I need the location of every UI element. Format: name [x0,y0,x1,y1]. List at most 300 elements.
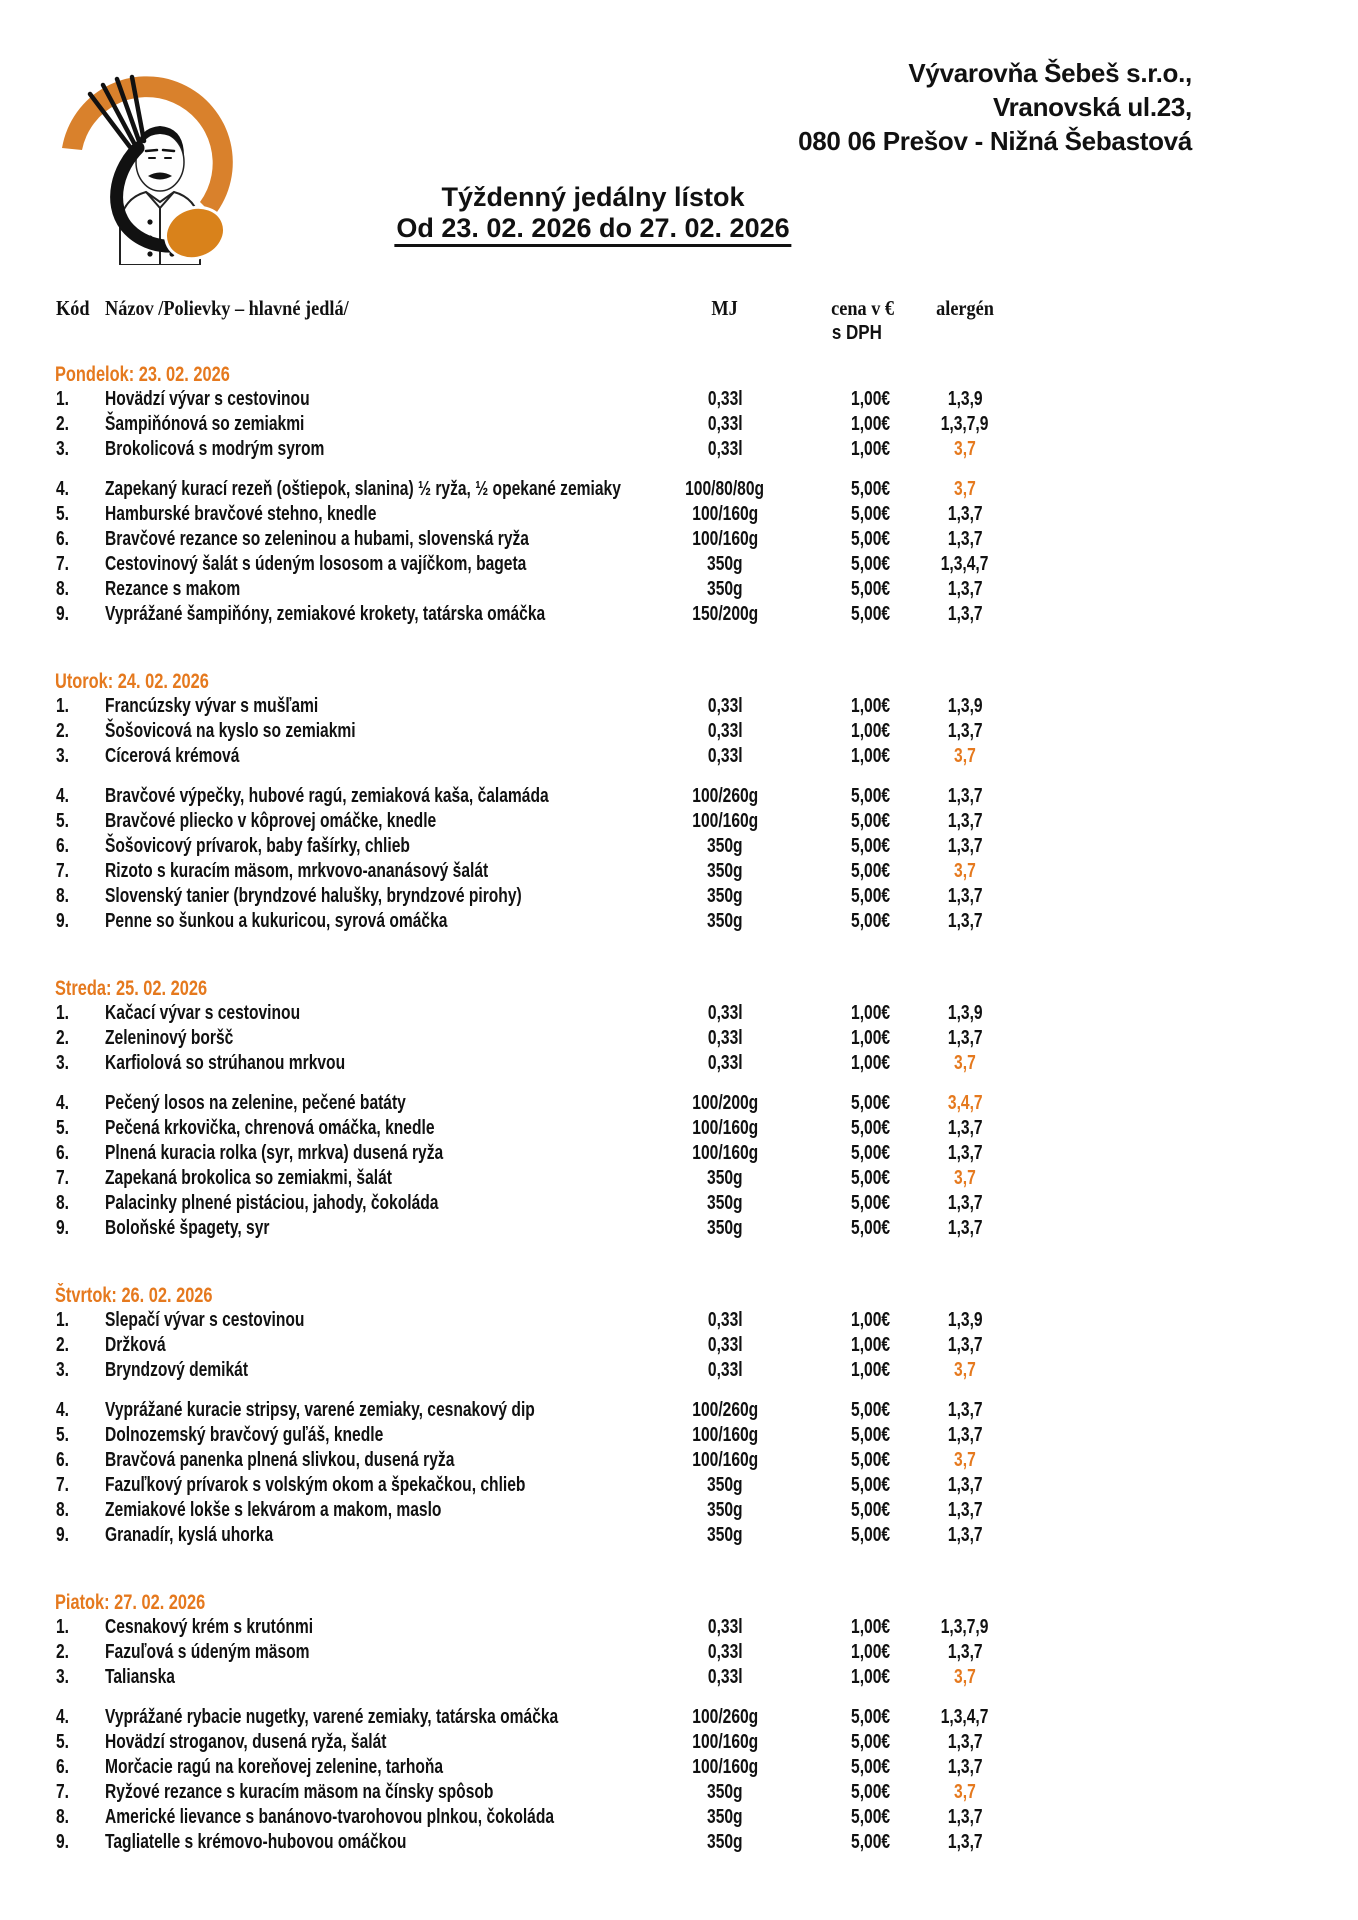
item-name: Hamburské bravčové stehno, knedle [105,503,377,525]
item-name: Slovenský tanier (bryndzové halušky, bryndzové pirohy) [105,885,522,907]
item-price: 5,00€ [850,1167,890,1189]
document-title [394,182,791,247]
item-code: 2. [56,720,70,742]
item-mj: 100/160g [692,528,758,550]
item-name: Morčacie ragú na koreňovej zelenine, tarhoňa [105,1756,444,1778]
header-mj: MJ [711,296,739,320]
item-mj: 0,33l [707,1641,743,1663]
header-name: Názov /Polievky – hlavné jedlá/ [105,296,349,320]
item-mj: 0,33l [707,745,743,767]
item-mj: 350g [707,1192,743,1214]
item-mj: 350g [707,1217,743,1239]
item-code: 5. [56,503,70,525]
item-code: 5. [56,1117,70,1139]
item-code: 4. [56,478,70,500]
item-name: Karfiolová so strúhanou mrkvou [105,1052,346,1074]
item-name: Ryžové rezance s kuracím mäsom na čínsky spôsob [105,1781,494,1803]
item-name: Vyprážané kuracie stripsy, varené zemiaky, cesnakový dip [105,1399,535,1421]
item-allergen: 3,7 [954,1167,976,1189]
menu-row [55,1523,1040,1548]
item-mj: 350g [707,1474,743,1496]
main-rows [55,1398,1040,1548]
item-price: 1,00€ [850,1027,890,1049]
item-mj: 350g [707,1499,743,1521]
item-price: 5,00€ [850,885,890,907]
item-price: 5,00€ [850,1117,890,1139]
item-allergen: 1,3,7,9 [941,1616,989,1638]
item-code: 1. [56,1309,70,1331]
item-name: Hovädzí stroganov, dusená ryža, šalát [105,1731,387,1753]
item-price: 1,00€ [850,1641,890,1663]
item-price: 5,00€ [850,1706,890,1728]
item-allergen: 3,7 [954,1666,976,1688]
menu-row [55,387,1040,412]
item-mj: 100/200g [692,1092,758,1114]
item-code: 1. [56,1616,70,1638]
item-allergen: 1,3,7 [947,810,983,832]
item-allergen: 1,3,7 [947,835,983,857]
main-rows [55,784,1040,934]
main-rows [55,477,1040,627]
item-mj: 350g [707,1524,743,1546]
item-code: 6. [56,528,70,550]
item-price: 5,00€ [850,1524,890,1546]
item-allergen: 3,7 [954,1449,976,1471]
item-price: 5,00€ [850,478,890,500]
menu-row [55,1730,1040,1755]
item-price: 5,00€ [850,1424,890,1446]
item-allergen: 1,3,7 [947,1142,983,1164]
menu-row [55,1216,1040,1241]
item-code: 1. [56,1002,70,1024]
item-price: 1,00€ [850,695,890,717]
item-mj: 350g [707,1167,743,1189]
item-allergen: 1,3,7,9 [941,413,989,435]
item-mj: 350g [707,885,743,907]
item-allergen: 1,3,7 [947,1756,983,1778]
item-name: Hovädzí vývar s cestovinou [105,388,310,410]
item-code: 4. [56,1092,70,1114]
item-allergen: 1,3,4,7 [941,553,989,575]
item-price: 5,00€ [850,553,890,575]
item-name: Cesnakový krém s krutónmi [105,1616,314,1638]
day-header: Piatok: 27. 02. 2026 [55,1591,206,1614]
item-price: 5,00€ [850,503,890,525]
item-price: 5,00€ [850,528,890,550]
item-name: Bravčové výpečky, hubové ragú, zemiaková kaša, čalamáda [105,785,549,807]
item-price: 1,00€ [850,1666,890,1688]
menu-row [55,527,1040,552]
item-mj: 350g [707,835,743,857]
item-code: 4. [56,1706,70,1728]
item-name: Pečená krkovička, chrenová omáčka, knedle [105,1117,435,1139]
menu-days [55,362,1040,1855]
item-price: 5,00€ [850,910,890,932]
item-code: 7. [56,1781,70,1803]
main-rows [55,1091,1040,1241]
item-allergen: 3,7 [954,745,976,767]
item-code: 4. [56,1399,70,1421]
item-mj: 100/160g [692,1142,758,1164]
day-section [55,362,1040,627]
menu-row [55,784,1040,809]
item-mj: 0,33l [707,1052,743,1074]
item-mj: 350g [707,578,743,600]
item-code: 2. [56,1334,70,1356]
item-mj: 100/260g [692,785,758,807]
item-allergen: 3,7 [954,1052,976,1074]
item-code: 9. [56,603,70,625]
item-allergen: 1,3,7 [947,1217,983,1239]
item-mj: 0,33l [707,1309,743,1331]
menu-row [55,719,1040,744]
item-price: 5,00€ [850,1756,890,1778]
company-name: Vývarovňa Šebeš s.r.o., [908,58,1192,88]
menu-row [55,437,1040,462]
item-allergen: 3,7 [954,1781,976,1803]
item-mj: 0,33l [707,1002,743,1024]
item-name: Talianska [105,1666,175,1688]
item-code: 7. [56,1474,70,1496]
item-allergen: 3,7 [954,478,976,500]
item-price: 1,00€ [850,1359,890,1381]
item-name: Pečený losos na zelenine, pečené batáty [105,1092,406,1114]
item-allergen: 1,3,7 [947,1192,983,1214]
item-name: Kačací vývar s cestovinou [105,1002,301,1024]
item-name: Americké lievance s banánovo-tvarohovou plnkou, čokoláda [105,1806,555,1828]
item-allergen: 1,3,7 [947,720,983,742]
item-name: Cícerová krémová [105,745,240,767]
table-header [55,296,1040,346]
item-code: 5. [56,1731,70,1753]
menu-row [55,1141,1040,1166]
item-price: 5,00€ [850,1781,890,1803]
company-address [798,56,1192,158]
item-name: Šošovicový prívarok, baby fašírky, chlieb [105,835,410,857]
item-price: 1,00€ [850,745,890,767]
item-price: 5,00€ [850,1399,890,1421]
company-city: 080 06 Prešov - Nižná Šebastová [798,126,1192,156]
item-price: 1,00€ [850,388,890,410]
menu-row [55,1805,1040,1830]
menu-row [55,1830,1040,1855]
item-price: 5,00€ [850,1474,890,1496]
item-code: 7. [56,1167,70,1189]
menu-row [55,744,1040,769]
item-code: 9. [56,1831,70,1853]
item-allergen: 1,3,7 [947,1641,983,1663]
item-allergen: 3,7 [954,860,976,882]
item-name: Rizoto s kuracím mäsom, mrkvovo-ananásový šalát [105,860,489,882]
item-price: 5,00€ [850,1142,890,1164]
item-price: 1,00€ [850,720,890,742]
item-price: 1,00€ [850,1334,890,1356]
header-price: cena v € s DPH [831,296,894,344]
day-section [55,669,1040,934]
soup-rows [55,1308,1040,1383]
menu-date-range: Od 23. 02. 2026 do 27. 02. 2026 [394,213,791,247]
menu-row [55,1665,1040,1690]
item-mj: 350g [707,1831,743,1853]
item-name: Boloňské špagety, syr [105,1217,270,1239]
item-name: Plnená kuracia rolka (syr, mrkva) dusená ryža [105,1142,444,1164]
item-name: Penne so šunkou a kukuricou, syrová omáčka [105,910,448,932]
item-name: Vyprážané rybacie nugetky, varené zemiaky, tatárska omáčka [105,1706,559,1728]
menu-row [55,1308,1040,1333]
menu-row [55,602,1040,627]
item-allergen: 1,3,7 [947,528,983,550]
item-mj: 100/160g [692,1756,758,1778]
menu-row [55,1498,1040,1523]
item-allergen: 1,3,7 [947,1831,983,1853]
item-allergen: 1,3,9 [947,1309,983,1331]
item-mj: 100/160g [692,1424,758,1446]
item-allergen: 1,3,7 [947,1424,983,1446]
item-name: Zemiakové lokše s lekvárom a makom, maslo [105,1499,442,1521]
menu-row [55,412,1040,437]
item-code: 1. [56,388,70,410]
menu-row [55,1333,1040,1358]
item-allergen: 1,3,7 [947,1334,983,1356]
day-header: Štvrtok: 26. 02. 2026 [55,1284,213,1307]
item-allergen: 1,3,7 [947,1806,983,1828]
item-allergen: 3,4,7 [947,1092,983,1114]
item-mj: 0,33l [707,388,743,410]
item-mj: 0,33l [707,695,743,717]
item-code: 9. [56,910,70,932]
menu-row [55,1001,1040,1026]
item-name: Cestovinový šalát s údeným lososom a vajíčkom, bageta [105,553,527,575]
item-price: 5,00€ [850,860,890,882]
item-code: 8. [56,885,70,907]
item-price: 5,00€ [850,1217,890,1239]
item-code: 6. [56,1756,70,1778]
item-mj: 0,33l [707,413,743,435]
item-name: Zeleninový boršč [105,1027,234,1049]
item-name: Šampiňónová so zemiakmi [105,413,305,435]
item-price: 5,00€ [850,1092,890,1114]
item-code: 3. [56,1359,70,1381]
menu-row [55,1166,1040,1191]
item-price: 5,00€ [850,603,890,625]
item-allergen: 1,3,7 [947,503,983,525]
item-allergen: 1,3,7 [947,1499,983,1521]
item-allergen: 1,3,7 [947,910,983,932]
item-mj: 100/160g [692,1117,758,1139]
menu-row [55,1358,1040,1383]
item-mj: 100/160g [692,810,758,832]
item-allergen: 1,3,9 [947,388,983,410]
item-code: 3. [56,1052,70,1074]
item-name: Zapekaný kurací rezeň (oštiepok, slanina) ½ ryža, ½ opekané zemiaky [105,478,621,500]
item-code: 2. [56,1027,70,1049]
item-mj: 0,33l [707,438,743,460]
item-code: 9. [56,1524,70,1546]
item-name: Dolnozemský bravčový guľáš, knedle [105,1424,384,1446]
item-name: Brokolicová s modrým syrom [105,438,325,460]
item-allergen: 1,3,7 [947,1731,983,1753]
menu-row [55,859,1040,884]
header-code: Kód [56,296,90,320]
item-price: 5,00€ [850,1499,890,1521]
menu-title: Týždenný jedálny lístok [441,182,745,212]
item-name: Francúzsky vývar s mušľami [105,695,319,717]
item-mj: 150/200g [692,603,758,625]
main-rows [55,1705,1040,1855]
menu-row [55,1051,1040,1076]
soup-rows [55,694,1040,769]
item-name: Šošovicová na kyslo so zemiakmi [105,720,356,742]
item-name: Fazuľkový prívarok s volským okom a špekačkou, chlieb [105,1474,526,1496]
item-name: Bryndzový demikát [105,1359,249,1381]
menu-row [55,552,1040,577]
menu-row [55,884,1040,909]
menu-row [55,1615,1040,1640]
item-code: 8. [56,1499,70,1521]
menu-table [55,296,1040,1855]
item-price: 1,00€ [850,1309,890,1331]
menu-row [55,1026,1040,1051]
item-mj: 350g [707,1781,743,1803]
item-code: 2. [56,413,70,435]
menu-row [55,1448,1040,1473]
item-name: Bravčové pliecko v kôprovej omáčke, knedle [105,810,437,832]
item-code: 6. [56,1449,70,1471]
menu-row [55,502,1040,527]
menu-row [55,694,1040,719]
item-name: Bravčové rezance so zeleninou a hubami, slovenská ryža [105,528,529,550]
menu-row [55,1780,1040,1805]
item-mj: 350g [707,910,743,932]
item-code: 6. [56,1142,70,1164]
item-code: 5. [56,810,70,832]
item-allergen: 1,3,7 [947,1524,983,1546]
item-name: Fazuľová s údeným mäsom [105,1641,310,1663]
item-code: 8. [56,578,70,600]
item-price: 5,00€ [850,1806,890,1828]
item-price: 1,00€ [850,1616,890,1638]
soup-rows [55,1615,1040,1690]
logo-arc-text: Vývarovňa Šebeš [69,51,217,103]
item-mj: 0,33l [707,720,743,742]
soup-rows [55,1001,1040,1076]
soup-rows [55,387,1040,462]
item-allergen: 1,3,7 [947,1474,983,1496]
item-code: 7. [56,553,70,575]
menu-row [55,1640,1040,1665]
menu-row [55,1755,1040,1780]
item-mj: 100/260g [692,1399,758,1421]
menu-row [55,1191,1040,1216]
menu-row [55,909,1040,934]
item-allergen: 1,3,7 [947,785,983,807]
header-allergen: alergén [936,296,994,320]
menu-row [55,1473,1040,1498]
menu-row [55,1398,1040,1423]
item-price: 5,00€ [850,835,890,857]
item-price: 5,00€ [850,1449,890,1471]
item-mj: 0,33l [707,1359,743,1381]
day-header: Utorok: 24. 02. 2026 [55,670,209,693]
item-code: 2. [56,1641,70,1663]
item-price: 1,00€ [850,1052,890,1074]
item-allergen: 1,3,4,7 [941,1706,989,1728]
item-code: 6. [56,835,70,857]
menu-row [55,1705,1040,1730]
item-code: 8. [56,1192,70,1214]
item-code: 3. [56,1666,70,1688]
item-price: 1,00€ [850,438,890,460]
item-price: 5,00€ [850,578,890,600]
item-mj: 100/160g [692,1449,758,1471]
item-price: 5,00€ [850,1831,890,1853]
day-header: Pondelok: 23. 02. 2026 [55,363,230,386]
item-allergen: 1,3,7 [947,578,983,600]
item-name: Palacinky plnené pistáciou, jahody, čokoláda [105,1192,439,1214]
item-mj: 100/260g [692,1706,758,1728]
item-code: 9. [56,1217,70,1239]
company-logo [54,50,236,265]
item-mj: 0,33l [707,1027,743,1049]
item-allergen: 1,3,9 [947,1002,983,1024]
item-mj: 0,33l [707,1334,743,1356]
item-name: Rezance s makom [105,578,241,600]
menu-row [55,1423,1040,1448]
item-name: Držková [105,1334,166,1356]
item-name: Granadír, kyslá uhorka [105,1524,274,1546]
item-allergen: 1,3,7 [947,603,983,625]
item-code: 3. [56,438,70,460]
item-mj: 100/160g [692,1731,758,1753]
item-allergen: 3,7 [954,438,976,460]
company-street: Vranovská ul.23, [993,92,1192,122]
item-name: Slepačí vývar s cestovinou [105,1309,305,1331]
item-code: 1. [56,695,70,717]
item-code: 3. [56,745,70,767]
item-mj: 100/160g [692,503,758,525]
item-code: 4. [56,785,70,807]
item-mj: 350g [707,553,743,575]
item-name: Bravčová panenka plnená slivkou, dusená ryža [105,1449,455,1471]
item-mj: 100/80/80g [685,478,765,500]
item-allergen: 1,3,7 [947,885,983,907]
menu-row [55,477,1040,502]
item-name: Zapekaná brokolica so zemiakmi, šalát [105,1167,393,1189]
item-allergen: 1,3,9 [947,695,983,717]
item-mj: 350g [707,1806,743,1828]
menu-row [55,834,1040,859]
item-price: 1,00€ [850,413,890,435]
item-price: 5,00€ [850,810,890,832]
menu-row [55,1091,1040,1116]
day-section [55,1590,1040,1855]
item-price: 5,00€ [850,1731,890,1753]
item-allergen: 3,7 [954,1359,976,1381]
item-allergen: 1,3,7 [947,1027,983,1049]
item-name: Tagliatelle s krémovo-hubovou omáčkou [105,1831,407,1853]
day-section [55,976,1040,1241]
menu-row [55,809,1040,834]
item-allergen: 1,3,7 [947,1117,983,1139]
item-allergen: 1,3,7 [947,1399,983,1421]
item-mj: 0,33l [707,1666,743,1688]
item-name: Vyprážané šampiňóny, zemiakové krokety, tatárska omáčka [105,603,546,625]
day-header: Streda: 25. 02. 2026 [55,977,208,1000]
item-mj: 350g [707,860,743,882]
menu-row [55,577,1040,602]
day-section [55,1283,1040,1548]
item-code: 7. [56,860,70,882]
